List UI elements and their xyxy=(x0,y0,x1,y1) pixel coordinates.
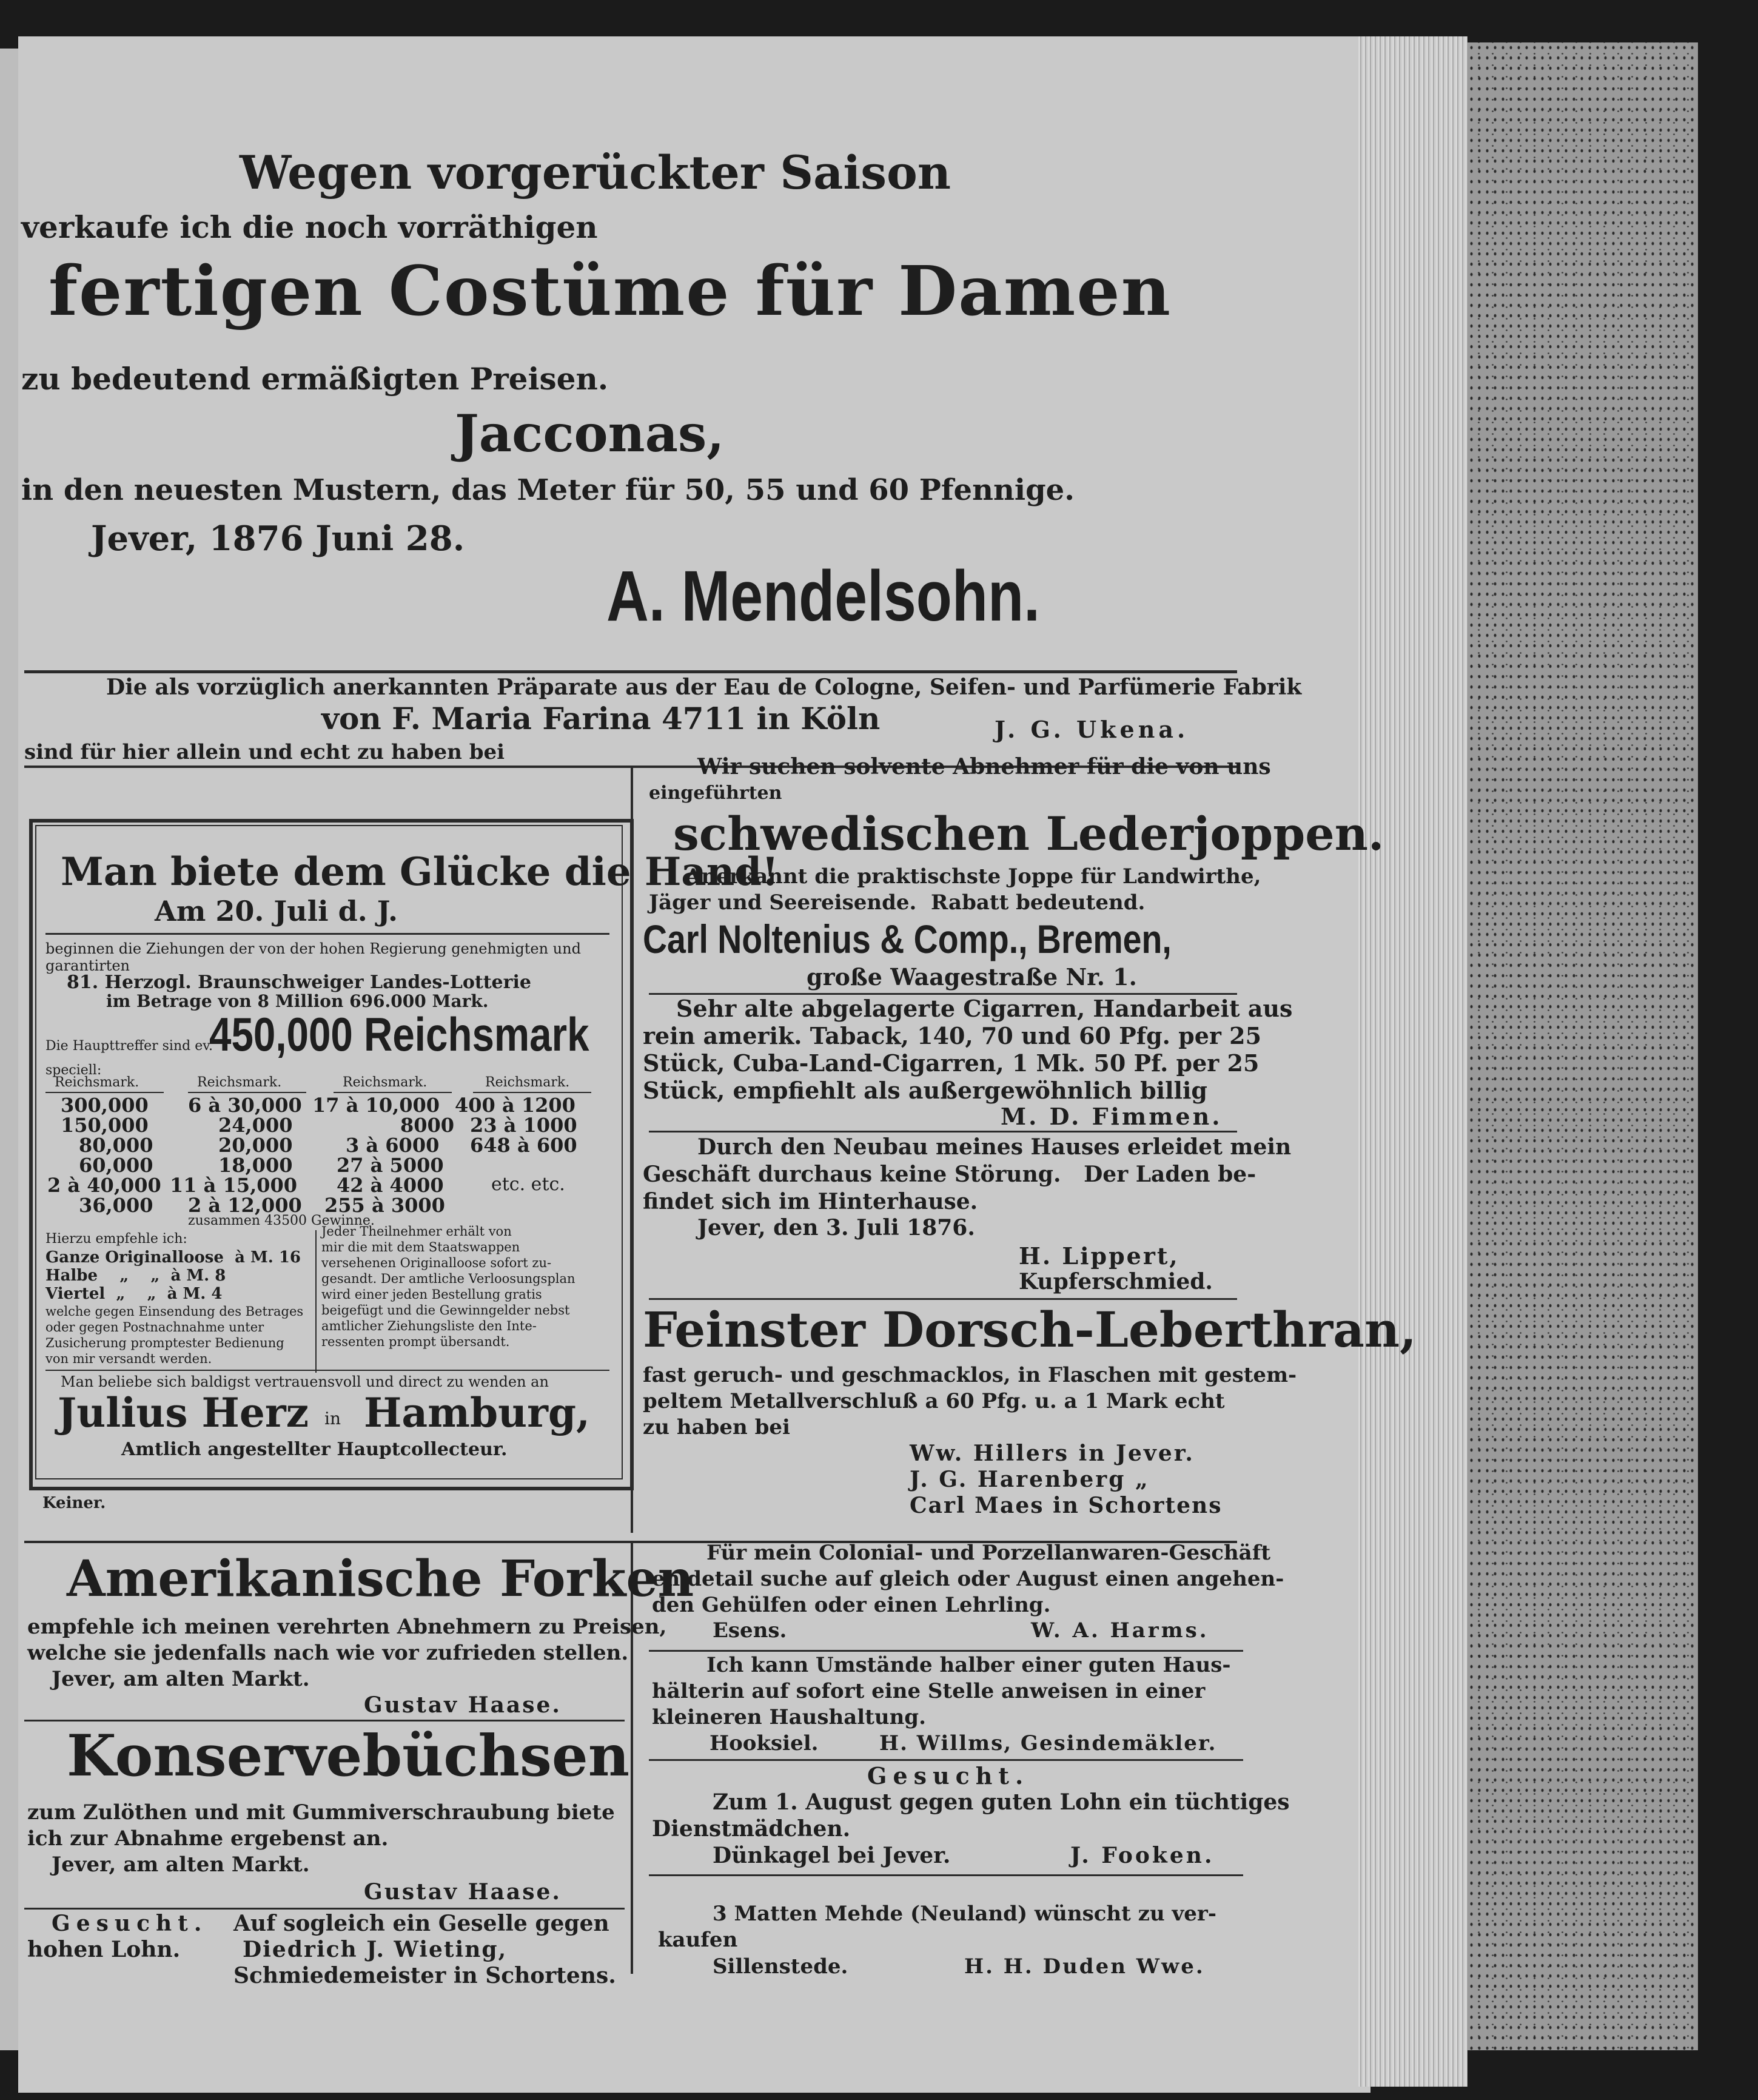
text-line: peltem Metallverschluß a 60 Pfg. u. a 1 Mark echt xyxy=(643,1389,1225,1413)
price-line: Ganze Originalloose à M. 16 xyxy=(45,1248,301,1267)
text-line: rein amerik. Taback, 140, 70 und 60 Pfg. per 25 xyxy=(643,1022,1262,1049)
divider xyxy=(24,1908,625,1910)
text-line: in xyxy=(324,1408,341,1429)
page-stack-edges xyxy=(1358,36,1468,2087)
adjacent-page-edge xyxy=(0,49,18,2050)
table-cell: 18,000 xyxy=(218,1154,293,1177)
text-line: hälterin auf sofort eine Stelle anweisen in einer xyxy=(652,1679,1206,1703)
text-line: Dienstmädchen. xyxy=(652,1816,851,1842)
text-line: findet sich im Hinterhause. xyxy=(643,1189,978,1214)
lottery-total: zusammen 43500 Gewinne. xyxy=(188,1213,375,1228)
headline-jacconas: Jacconas, xyxy=(455,403,725,463)
text-line: zum Zulöthen und mit Gummiverschraubung biete xyxy=(27,1800,615,1825)
text-line: Keiner. xyxy=(42,1494,106,1512)
seller-line: J. G. Harenberg „ xyxy=(910,1467,1150,1492)
signature-fimmen: M. D. Fimmen. xyxy=(1001,1103,1223,1130)
signature-haase: Gustav Haase. xyxy=(364,1692,562,1718)
signature-ukena: J. G. Ukena. xyxy=(995,716,1189,743)
table-cell: 42 à 4000 xyxy=(337,1174,444,1197)
text-line: kleineren Haushaltung. xyxy=(652,1705,926,1729)
column-divider xyxy=(315,1230,317,1373)
text-line: speciell: xyxy=(45,1063,102,1078)
text-line: Auf sogleich ein Geselle gegen xyxy=(233,1911,609,1936)
price-line: Viertel „ „ à M. 4 xyxy=(45,1285,223,1303)
lottery-date: Am 20. Juli d. J. xyxy=(155,895,398,927)
seller-line: Carl Maes in Schortens xyxy=(910,1493,1223,1518)
divider xyxy=(24,1720,625,1721)
lottery-name: 81. Herzogl. Braunschweiger Landes-Lotterie xyxy=(67,972,531,993)
signature-haase: Gustav Haase. xyxy=(364,1879,562,1905)
text-line: empfehle ich meinen verehrten Abnehmern zu Preisen, xyxy=(27,1615,667,1639)
text-line: beginnen die Ziehungen der von der hohen Regierung genehmigten und xyxy=(45,940,581,957)
table-header: Reichsmark. xyxy=(55,1075,139,1090)
place: Dünkagel bei Jever. xyxy=(713,1843,951,1868)
table-cell: 2 à 12,000 xyxy=(188,1194,302,1217)
text-line: Zum 1. August gegen guten Lohn ein tüchtiges xyxy=(713,1789,1290,1815)
divider xyxy=(649,1650,1243,1652)
signature-willms: H. Willms, Gesindemäkler. xyxy=(879,1731,1217,1755)
table-cell: 36,000 xyxy=(79,1194,153,1217)
book-cover xyxy=(1468,42,1698,2050)
dateline: Jever, den 3. Juli 1876. xyxy=(697,1215,975,1240)
table-cell: 255 à 3000 xyxy=(324,1194,445,1217)
table-cell: 20,000 xyxy=(218,1134,293,1157)
headline-konserve: Konservebüchsen xyxy=(67,1723,630,1789)
divider xyxy=(473,1092,591,1093)
text-line: Anerkannt die praktischste Joppe für Landwirthe, xyxy=(685,864,1261,889)
text-line: garantirten xyxy=(45,957,130,974)
text-line: zu bedeutend ermäßigten Preisen. xyxy=(21,361,609,397)
text-line: kaufen xyxy=(658,1928,738,1952)
text-line: Die Haupttreffer sind ev. xyxy=(45,1038,213,1054)
text-line: den Gehülfen oder einen Lehrling. xyxy=(652,1593,1051,1617)
place: Sillenstede. xyxy=(713,1954,848,1979)
table-cell: 648 à 600 xyxy=(470,1134,577,1157)
table-cell: 400 à 1200 xyxy=(455,1094,575,1117)
text-line: Jever, am alten Markt. xyxy=(52,1853,310,1877)
text-line: ich zur Abnahme ergebenst an. xyxy=(27,1826,389,1851)
headline-leberthran: Feinster Dorsch-Leberthran, xyxy=(643,1301,1417,1358)
table-cell: 24,000 xyxy=(218,1114,293,1137)
divider xyxy=(649,1131,1237,1132)
text-line: Jeder Theilnehmer erhält von xyxy=(321,1224,512,1239)
lottery-main-prize: 450,000 Reichsmark xyxy=(209,1008,589,1061)
gesucht-heading: Gesucht. xyxy=(52,1911,208,1936)
divider xyxy=(45,1092,164,1093)
text-line: in den neuesten Mustern, das Meter für 50, 55 und 60 Pfennige. xyxy=(21,473,1075,507)
signature-duden: H. H. Duden Wwe. xyxy=(964,1954,1205,1979)
text-line: von mir versandt werden. xyxy=(45,1351,212,1366)
text-line: von F. Maria Farina 4711 in Köln xyxy=(321,701,881,736)
text-line: sind für hier allein und echt zu haben bei xyxy=(24,740,505,764)
table-cell: 11 à 15,000 xyxy=(170,1174,298,1197)
headline-lederjoppen: schwedischen Lederjoppen. xyxy=(673,807,1384,861)
text-line: en detail suche auf gleich oder August einen angehen- xyxy=(652,1567,1284,1591)
text-line: Stück, Cuba-Land-Cigarren, 1 Mk. 50 Pf. per 25 xyxy=(643,1049,1260,1077)
table-cell: 2 à 40,000 xyxy=(47,1174,161,1197)
table-cell: etc. etc. xyxy=(491,1174,565,1195)
text-line: eingeführten xyxy=(649,782,782,804)
text-line: beigefügt und die Gewinngelder nebst xyxy=(321,1303,570,1318)
divider xyxy=(45,1370,609,1371)
text-line: Die als vorzüglich anerkannten Präparate aus der Eau de Cologne, Seifen- und Parfümerie Fabrik xyxy=(106,675,1302,700)
table-cell: 150,000 xyxy=(61,1114,149,1137)
text-line: verkaufe ich die noch vorräthigen xyxy=(21,209,598,245)
text-line: fast geruch- und geschmacklos, in Flaschen mit gestem- xyxy=(643,1363,1297,1387)
lottery-title: Man biete dem Glücke die Hand! xyxy=(61,849,779,895)
text-line: Durch den Neubau meines Hauses erleidet mein xyxy=(697,1134,1292,1160)
text-line: wird einer jeden Bestellung gratis xyxy=(321,1287,542,1302)
place: Hooksiel. xyxy=(710,1731,819,1755)
table-header: Reichsmark. xyxy=(197,1075,282,1090)
text-line: zu haben bei xyxy=(643,1415,790,1439)
text-line: Jever, am alten Markt. xyxy=(52,1667,310,1691)
text-line: Stück, empfiehlt als außergewöhnlich billig xyxy=(643,1077,1207,1104)
divider xyxy=(649,1759,1243,1761)
signature-fooken: J. Fooken. xyxy=(1070,1843,1215,1868)
lottery-agent-name: Julius Herz xyxy=(58,1389,309,1436)
signature-harms: W. A. Harms. xyxy=(1031,1618,1209,1643)
text-line: mir die mit dem Staatswappen xyxy=(321,1240,520,1254)
table-cell: 60,000 xyxy=(79,1154,153,1177)
text-line: hohen Lohn. xyxy=(27,1937,181,1962)
divider xyxy=(45,933,609,935)
headline-costume: fertigen Costüme für Damen xyxy=(49,252,1172,331)
headline-forken: Amerikanische Forken xyxy=(67,1550,694,1608)
text-line: welche sie jedenfalls nach wie vor zufrieden stellen. xyxy=(27,1641,629,1665)
text-line: ressenten prompt übersandt. xyxy=(321,1334,510,1349)
signature-lippert-role: Kupferschmied. xyxy=(1019,1269,1213,1294)
signature-wieting-role: Schmiedemeister in Schortens. xyxy=(233,1963,616,1988)
dateline: Jever, 1876 Juni 28. xyxy=(91,519,465,559)
text-line: versehenen Originalloose sofort zu- xyxy=(321,1256,552,1270)
signature-lippert: H. Lippert, xyxy=(1019,1242,1179,1270)
lottery-agent-role: Amtlich angestellter Hauptcollecteur. xyxy=(121,1439,508,1460)
text-line: amtlicher Ziehungsliste den Inte- xyxy=(321,1319,537,1333)
text-line: Geschäft durchaus keine Störung. Der Laden be- xyxy=(643,1162,1256,1187)
table-cell: 300,000 xyxy=(61,1094,149,1117)
lottery-agent-city: Hamburg, xyxy=(364,1389,590,1436)
table-cell: 23 à 1000 xyxy=(470,1114,577,1137)
table-cell: 80,000 xyxy=(79,1134,153,1157)
text-line: Ich kann Umstände halber einer guten Haus- xyxy=(706,1653,1231,1677)
firm-noltenius: Carl Noltenius & Comp., Bremen, xyxy=(643,917,1172,961)
text-line: gesandt. Der amtliche Verloosungsplan xyxy=(321,1271,575,1286)
table-cell: 17 à 10,000 xyxy=(312,1094,440,1117)
text-line: 3 Matten Mehde (Neuland) wünscht zu ver- xyxy=(713,1902,1216,1926)
gesucht-heading: Gesucht. xyxy=(867,1762,1030,1789)
table-cell: 6 à 30,000 xyxy=(188,1094,302,1117)
place: Esens. xyxy=(713,1618,787,1643)
text-line: Zusicherung promptester Bedienung xyxy=(45,1336,284,1350)
lottery-amount: im Betrage von 8 Million 696.000 Mark. xyxy=(106,991,489,1011)
price-line: Halbe „ „ à M. 8 xyxy=(45,1267,226,1285)
table-header: Reichsmark. xyxy=(343,1075,428,1090)
text-line: Wir suchen solvente Abnehmer für die von uns xyxy=(697,754,1271,779)
text-line: große Waagestraße Nr. 1. xyxy=(807,963,1137,991)
text-line: Jäger und Seereisende. Rabatt bedeutend. xyxy=(649,890,1146,915)
divider xyxy=(649,1298,1237,1300)
table-header: Reichsmark. xyxy=(485,1075,570,1090)
text-line: welche gegen Einsendung des Betrages xyxy=(45,1304,304,1319)
seller-line: Ww. Hillers in Jever. xyxy=(910,1441,1195,1466)
table-cell: 8000 xyxy=(400,1114,455,1137)
text-line: oder gegen Postnachnahme unter xyxy=(45,1320,264,1334)
divider xyxy=(334,1092,452,1093)
text-line: Man beliebe sich baldigst vertrauensvoll und direct zu wenden an xyxy=(61,1373,549,1390)
divider xyxy=(649,1874,1243,1876)
signature-mendelsohn: A. Mendelsohn. xyxy=(606,556,1040,636)
text-line: Sehr alte abgelagerte Cigarren, Handarbeit aus xyxy=(676,995,1293,1022)
divider xyxy=(188,1092,306,1093)
headline-saison: Wegen vorgerückter Saison xyxy=(240,146,951,200)
table-cell: 3 à 6000 xyxy=(346,1134,440,1157)
text-line: Hierzu empfehle ich: xyxy=(45,1231,187,1247)
text-line: Für mein Colonial- und Porzellanwaren-Geschäft xyxy=(706,1541,1271,1565)
signature-wieting: Diedrich J. Wieting, xyxy=(243,1937,508,1962)
divider xyxy=(24,670,1237,673)
table-cell: 27 à 5000 xyxy=(337,1154,444,1177)
